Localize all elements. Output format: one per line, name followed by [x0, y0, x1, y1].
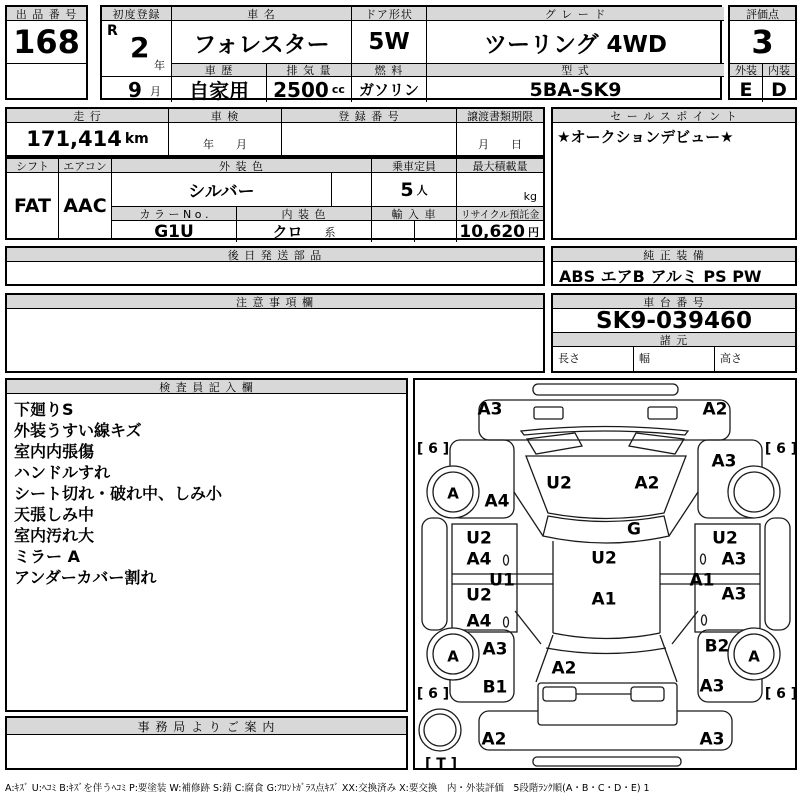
inspector-note-line: ハンドルすれ: [14, 463, 111, 482]
damage-label: A3: [482, 639, 508, 660]
damage-diagram-labels: [415, 380, 798, 772]
transfer-docs-label: 譲渡書類期限: [457, 109, 543, 123]
inspector-note-line: シート切れ・破れ中、しみ小: [14, 484, 223, 503]
exterior-grade-label: 外装: [730, 64, 763, 77]
exterior-grade-value: E: [730, 77, 763, 102]
displacement-unit: cc: [331, 83, 345, 96]
aircon-value: AAC: [59, 173, 112, 238]
inspector-note-line: ミラー A: [14, 547, 80, 566]
sales-point-value: ★オークションデビュー★: [557, 128, 734, 146]
history-value: 自家用: [172, 77, 267, 102]
damage-label: A2: [481, 729, 507, 750]
damage-label: A3: [699, 676, 725, 697]
interior-color-value: [237, 221, 372, 242]
shift-value: FAT: [7, 173, 59, 238]
damage-label: [ T ]: [424, 756, 458, 772]
later-parts-label: 後 日 発 送 部 品: [7, 248, 543, 262]
damage-label: A2: [702, 399, 728, 420]
mileage-row-table: [5, 107, 545, 157]
damage-label: A3: [477, 399, 503, 420]
spec-height-cell: 高さ: [720, 352, 742, 365]
damage-label: B2: [704, 636, 730, 657]
damage-label: A1: [689, 570, 715, 591]
mileage-value: [7, 123, 169, 155]
sales-point-label: セ ー ル ス ポ イ ン ト: [553, 109, 795, 123]
inspector-note-line: 室内内張傷: [14, 442, 95, 461]
damage-label: [ 6 ]: [764, 441, 798, 457]
door-shape-label: ドア形状: [352, 7, 427, 21]
mileage-label: 走 行: [7, 109, 169, 123]
color-no-value: G1U: [112, 221, 237, 242]
damage-label: [ 6 ]: [416, 441, 450, 457]
later-parts-value: [7, 262, 543, 286]
interior-grade-value: D: [771, 78, 787, 101]
aircon-label: エアコン: [59, 159, 112, 173]
history-label: 車 歴: [172, 64, 267, 77]
recycle-fee-number: 10,620: [459, 221, 525, 242]
payload-unit: kg: [523, 190, 537, 203]
damage-label: [ 6 ]: [764, 686, 798, 702]
month-unit: 月: [150, 85, 161, 98]
interior-color-name: クロ: [272, 223, 303, 241]
chassis-number-value: SK9-039460: [553, 309, 795, 333]
chassis-box: [551, 293, 797, 373]
damage-label: U2: [466, 528, 492, 549]
transfer-docs-value: 月 日: [478, 138, 522, 151]
registration-number-value: [282, 123, 457, 155]
inspector-box: [5, 378, 408, 712]
inspector-notes: [7, 394, 406, 710]
interior-color-label: 内 装 色: [237, 207, 372, 221]
inspector-note-line: 下廻りS: [14, 400, 74, 419]
shift-color-table: [5, 157, 545, 240]
capacity-unit: 人: [416, 183, 428, 197]
damage-label: U2: [712, 528, 738, 549]
fuel-label: 燃 料: [352, 64, 427, 77]
displacement-label: 排 気 量: [267, 64, 352, 77]
vehicle-info-table: [100, 5, 722, 103]
oem-equipment-label: 純 正 装 備: [553, 248, 795, 262]
caution-value: [7, 309, 543, 373]
damage-label: A: [447, 647, 459, 666]
model-code-value: 5BA-SK9: [529, 78, 622, 101]
damage-label: A3: [711, 451, 737, 472]
import-car-label: 輸 入 車: [372, 207, 457, 221]
recycle-fee-unit: 円: [528, 225, 539, 239]
recycle-fee-value: [457, 221, 543, 242]
oem-equipment-box: [551, 246, 797, 286]
damage-label: A3: [699, 729, 725, 750]
specs-label: 諸 元: [553, 333, 795, 347]
later-parts-box: [5, 246, 545, 286]
exterior-color-label: 外 装 色: [112, 159, 372, 173]
payload-value: [457, 173, 543, 207]
capacity-value: [372, 173, 457, 207]
office-notice-value: [7, 735, 406, 768]
caution-label: 注 意 事 項 欄: [7, 295, 543, 309]
first-registration-year-cell: [102, 21, 172, 77]
inspector-note-line: アンダーカバー割れ: [14, 568, 157, 587]
inspection-value: 年 月: [169, 123, 282, 155]
office-notice-label: 事 務 局 よ り ご 案 内: [7, 718, 406, 735]
spec-length-cell: 長さ: [553, 347, 634, 373]
damage-label: A4: [466, 611, 492, 632]
era-letter: R: [107, 23, 118, 39]
damage-label: A4: [484, 491, 510, 512]
damage-diagram: [413, 378, 797, 770]
damage-label: B1: [482, 677, 508, 698]
damage-label: A1: [591, 589, 617, 610]
damage-label: G: [627, 519, 641, 540]
first-registration-label: 初度登録: [102, 7, 172, 21]
auction-number-empty-cell: [7, 64, 86, 102]
model-code-label: 型 式: [427, 64, 724, 77]
inspector-note-line: 室内汚れ大: [14, 526, 95, 545]
displacement-number: 2500: [273, 77, 329, 102]
score-label: 評価点: [730, 7, 795, 21]
registration-number-label: 登 録 番 号: [282, 109, 457, 123]
mileage-number: 171,414: [26, 127, 122, 151]
damage-label: U2: [546, 473, 572, 494]
fuel-value: ガソリン: [352, 77, 427, 102]
damage-label: A: [447, 484, 459, 503]
grade-label: グ レ ー ド: [427, 7, 724, 21]
oem-equipment-value: ABS エアB アルミ PS PW: [559, 267, 762, 286]
first-registration-year: 2: [130, 31, 150, 64]
capacity-number: 5: [400, 178, 414, 201]
damage-label: U2: [466, 585, 492, 606]
damage-label: A3: [721, 549, 747, 570]
auction-number-label: 出 品 番 号: [7, 7, 86, 21]
year-unit: 年: [154, 59, 165, 72]
mileage-unit: km: [124, 131, 149, 147]
inspection-label: 車 検: [169, 109, 282, 123]
chassis-number-label: 車 台 番 号: [553, 295, 795, 309]
auction-number-value: 168: [7, 21, 86, 64]
first-registration-month-cell: [102, 77, 172, 102]
displacement-value: [267, 77, 352, 102]
damage-label: A4: [466, 549, 492, 570]
damage-label: A3: [721, 584, 747, 605]
payload-label: 最大積載量: [457, 159, 543, 173]
inspector-label: 検 査 員 記 入 欄: [7, 380, 406, 394]
auction-number-box: [5, 5, 88, 100]
damage-label: [ 6 ]: [416, 686, 450, 702]
exterior-color-value: シルバー: [112, 173, 332, 207]
damage-label: U1: [489, 570, 515, 591]
exterior-color-sub-cell: [332, 173, 372, 207]
spec-width-cell: 幅: [634, 347, 715, 373]
interior-grade-label: 内装: [763, 64, 795, 77]
inspector-note-line: 外装うすい線キズ: [14, 421, 142, 440]
damage-code-legend: A:ｷｽﾞ U:ﾍｺﾐ B:ｷｽﾞを伴うﾍｺﾐ P:要塗装 W:補修跡 S:錆 C:腐食 G:ﾌﾛﾝﾄｶﾞﾗｽ点ｷｽﾞ XX:交換済み X:要交換 内・外装評価 5段階ﾗﾝｸ順(A・B・C・D・E) 1: [5, 783, 650, 794]
damage-label: A2: [634, 473, 660, 494]
sales-point-box: [551, 107, 797, 240]
score-value: 3: [730, 21, 795, 64]
office-notice-box: [5, 716, 408, 770]
damage-label: A2: [551, 658, 577, 679]
car-name-label: 車 名: [172, 7, 352, 21]
damage-label: U2: [591, 548, 617, 569]
score-box: [728, 5, 797, 100]
color-no-label: カ ラ ー N o .: [112, 207, 237, 221]
import-car-divider: [414, 221, 415, 242]
inspector-note-line: 天張しみ中: [14, 505, 95, 524]
door-shape-value: 5W: [352, 21, 427, 64]
damage-label: A: [748, 647, 760, 666]
caution-box: [5, 293, 545, 373]
shift-label: シフト: [7, 159, 59, 173]
recycle-fee-label: リサイクル預託金: [457, 207, 543, 221]
first-registration-month: 9: [128, 78, 142, 102]
grade-value: ツーリング 4WD: [427, 21, 724, 64]
capacity-label: 乗車定員: [372, 159, 457, 173]
interior-color-suffix: 系: [324, 225, 336, 239]
car-name-value: フォレスター: [172, 21, 352, 64]
